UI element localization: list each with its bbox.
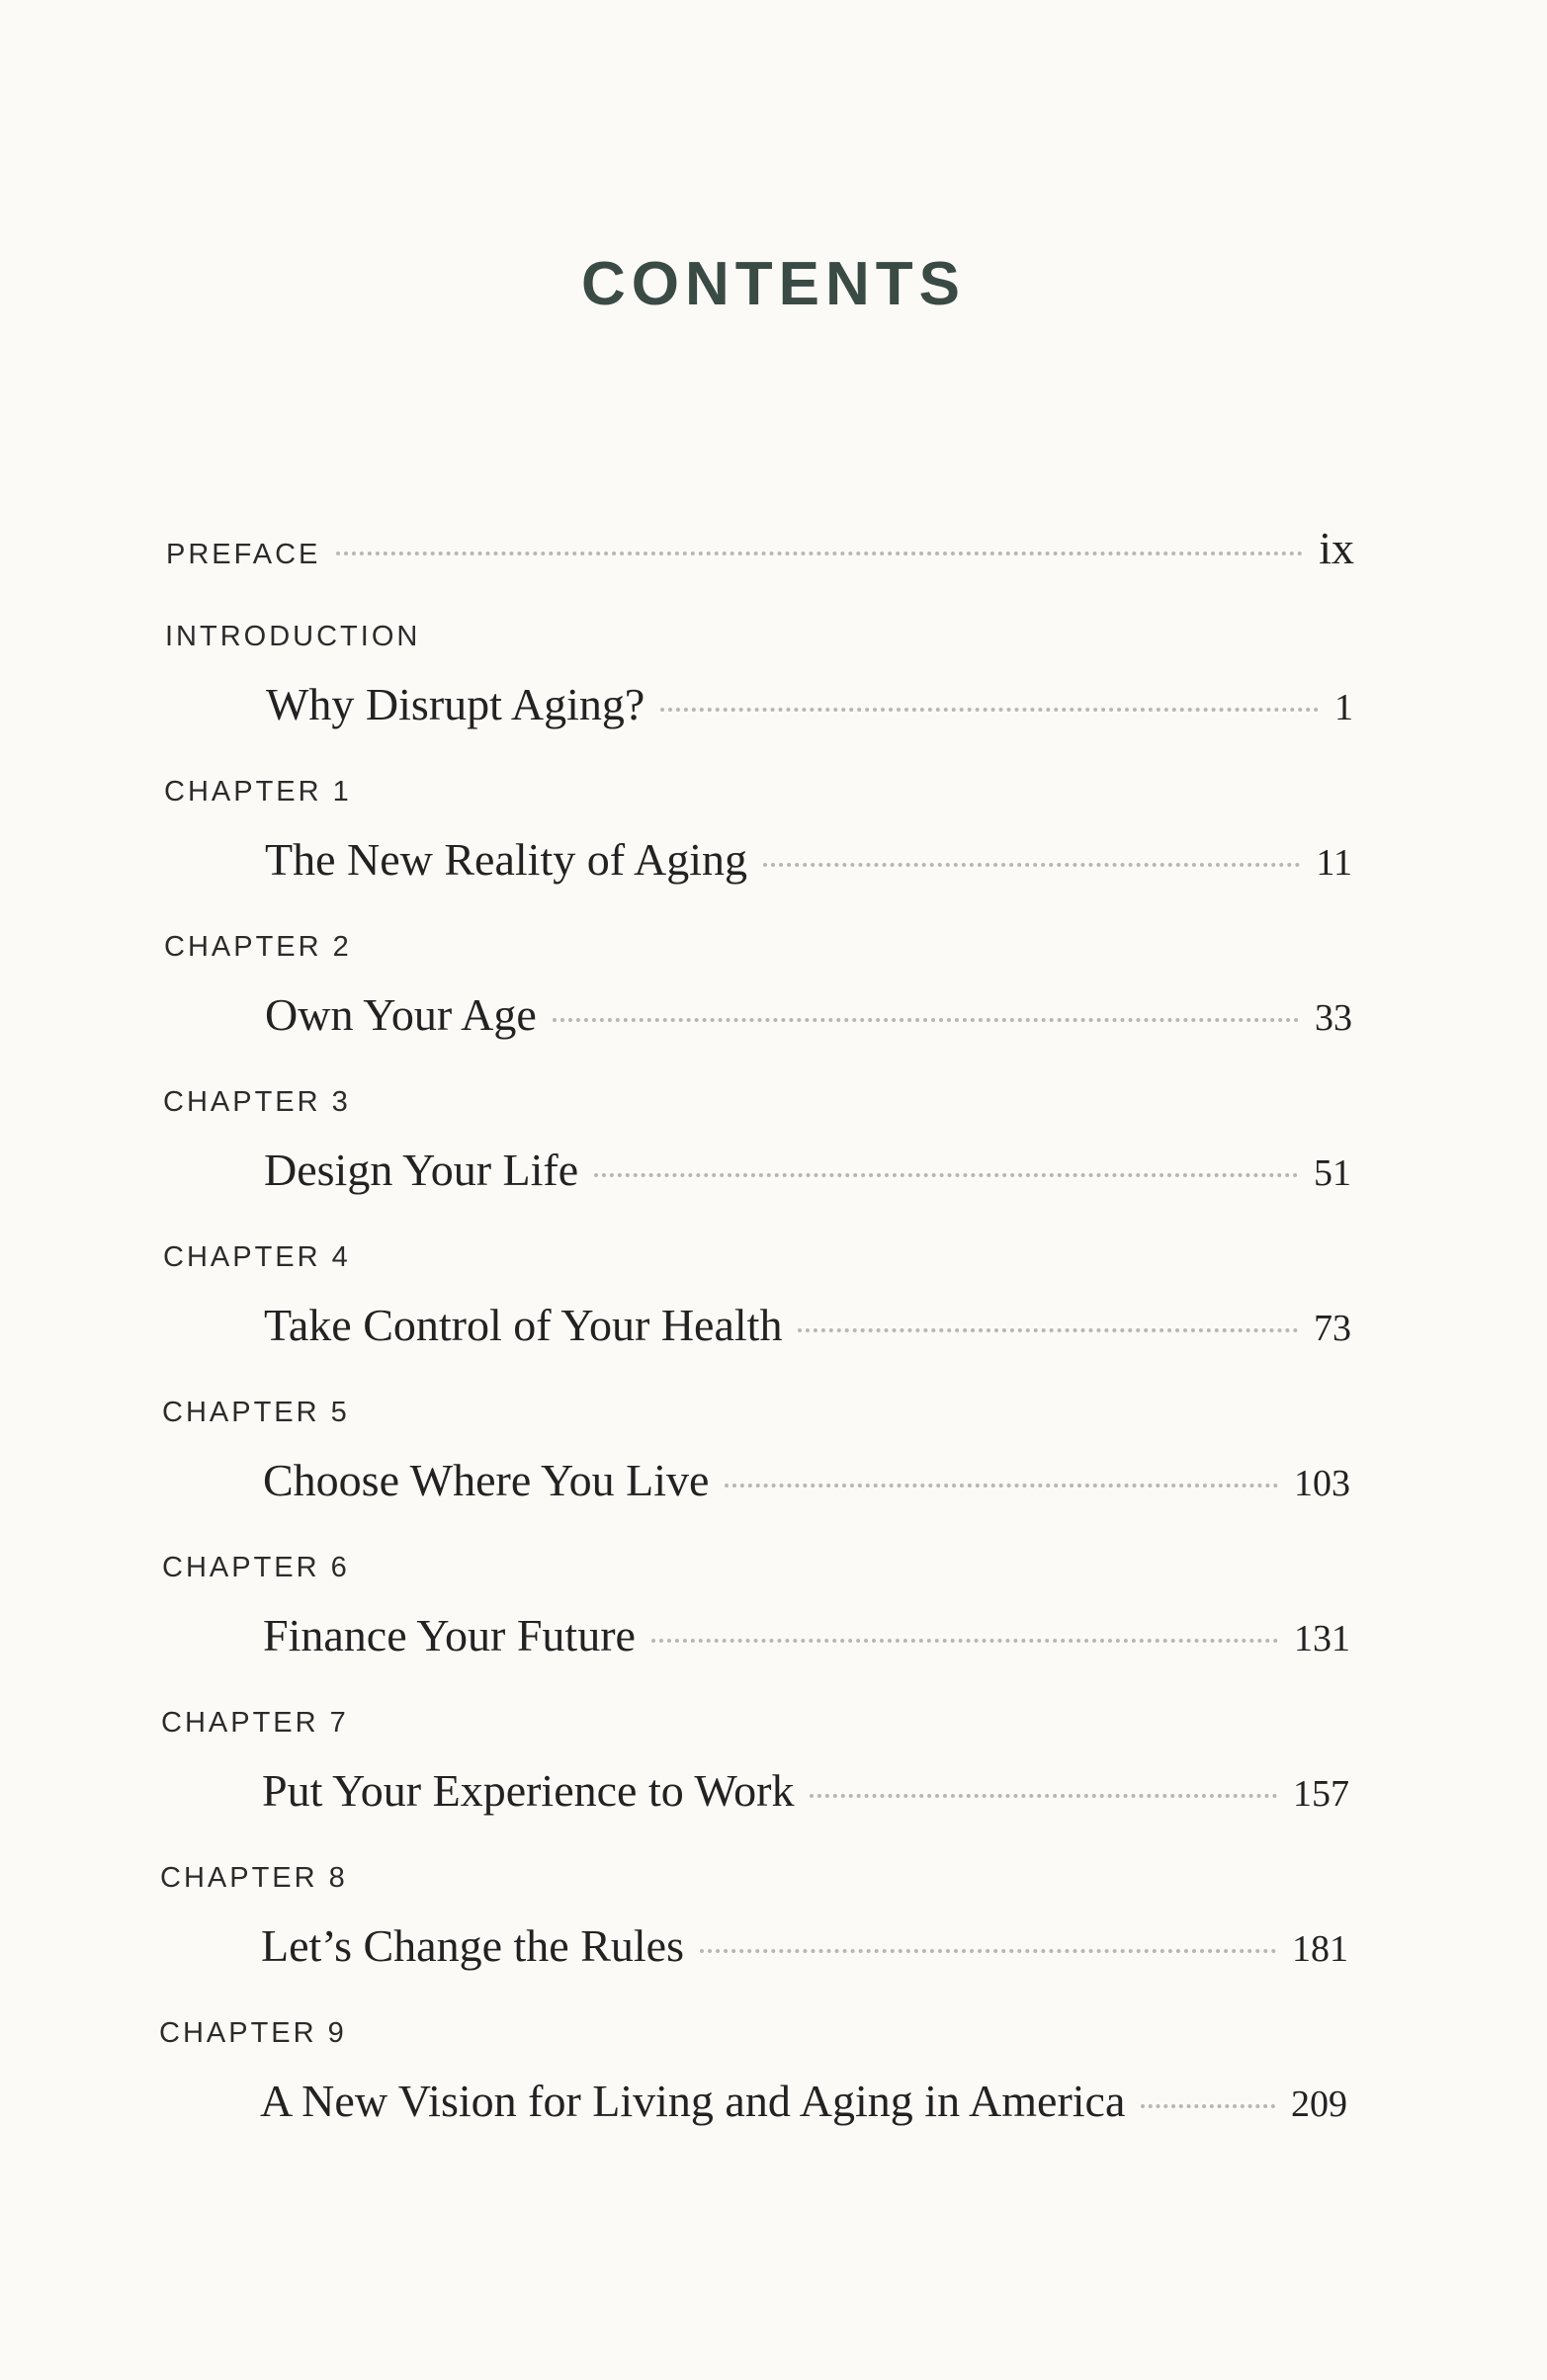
page-number: 181 — [1292, 1928, 1348, 1970]
chapter-label: CHAPTER 1 — [164, 776, 352, 808]
dot-leader — [594, 1173, 1298, 1177]
toc-entry[interactable] — [164, 776, 1352, 886]
page-number: 51 — [1314, 1152, 1351, 1194]
preface-label: PREFACE — [166, 539, 321, 570]
dot-leader — [336, 552, 1303, 555]
toc-entry[interactable] — [165, 621, 1353, 730]
chapter-title: Why Disrupt Aging? — [266, 679, 645, 729]
toc-entry[interactable] — [163, 1241, 1351, 1351]
chapter-label: CHAPTER 4 — [163, 1241, 351, 1273]
dot-leader — [1141, 2104, 1275, 2108]
page-number: 209 — [1291, 2083, 1347, 2125]
chapter-title: Own Your Age — [265, 989, 537, 1040]
preface-page-number: ix — [1319, 523, 1354, 573]
dot-leader — [725, 1484, 1278, 1488]
chapter-label: CHAPTER 6 — [162, 1552, 350, 1583]
chapter-title: Choose Where You Live — [263, 1455, 710, 1505]
chapter-title: A New Vision for Living and Aging in America — [260, 2076, 1126, 2126]
chapter-title: Let’s Change the Rules — [261, 1920, 684, 1971]
dot-leader — [651, 1639, 1278, 1643]
chapter-title: Take Control of Your Health — [264, 1300, 783, 1350]
chapter-label: CHAPTER 7 — [161, 1707, 349, 1739]
toc-entry[interactable] — [163, 1086, 1351, 1196]
chapter-title: Finance Your Future — [263, 1610, 636, 1660]
dot-leader — [763, 863, 1300, 867]
page-number: 11 — [1316, 842, 1352, 884]
page-number: 157 — [1293, 1773, 1349, 1815]
chapter-label: INTRODUCTION — [165, 621, 421, 652]
chapter-label: CHAPTER 8 — [160, 1862, 348, 1894]
toc-entry[interactable] — [164, 931, 1352, 1041]
page-number: 33 — [1315, 997, 1352, 1039]
dot-leader — [700, 1949, 1276, 1953]
dot-leader — [660, 708, 1319, 712]
chapter-title: The New Reality of Aging — [265, 834, 748, 885]
dot-leader — [810, 1794, 1277, 1798]
chapter-label: CHAPTER 3 — [163, 1086, 351, 1118]
page-heading: CONTENTS — [581, 250, 966, 318]
page-number: 131 — [1294, 1618, 1350, 1659]
toc-entry[interactable] — [159, 2017, 1347, 2127]
dot-leader — [553, 1018, 1299, 1022]
page-number: 103 — [1294, 1463, 1350, 1504]
chapter-title: Put Your Experience to Work — [262, 1765, 795, 1816]
toc-entry[interactable] — [162, 1397, 1350, 1506]
toc-entry[interactable] — [160, 1862, 1348, 1972]
chapter-label: CHAPTER 9 — [159, 2017, 347, 2049]
toc-entry[interactable] — [162, 1552, 1350, 1661]
dot-leader — [798, 1328, 1298, 1332]
toc-entry[interactable] — [161, 1707, 1349, 1817]
chapter-label: CHAPTER 2 — [164, 931, 352, 963]
page-number: 73 — [1314, 1308, 1351, 1349]
chapter-label: CHAPTER 5 — [162, 1397, 350, 1428]
chapter-title: Design Your Life — [264, 1145, 579, 1195]
page-number: 1 — [1334, 687, 1353, 728]
toc-preface-row[interactable] — [166, 522, 1354, 574]
